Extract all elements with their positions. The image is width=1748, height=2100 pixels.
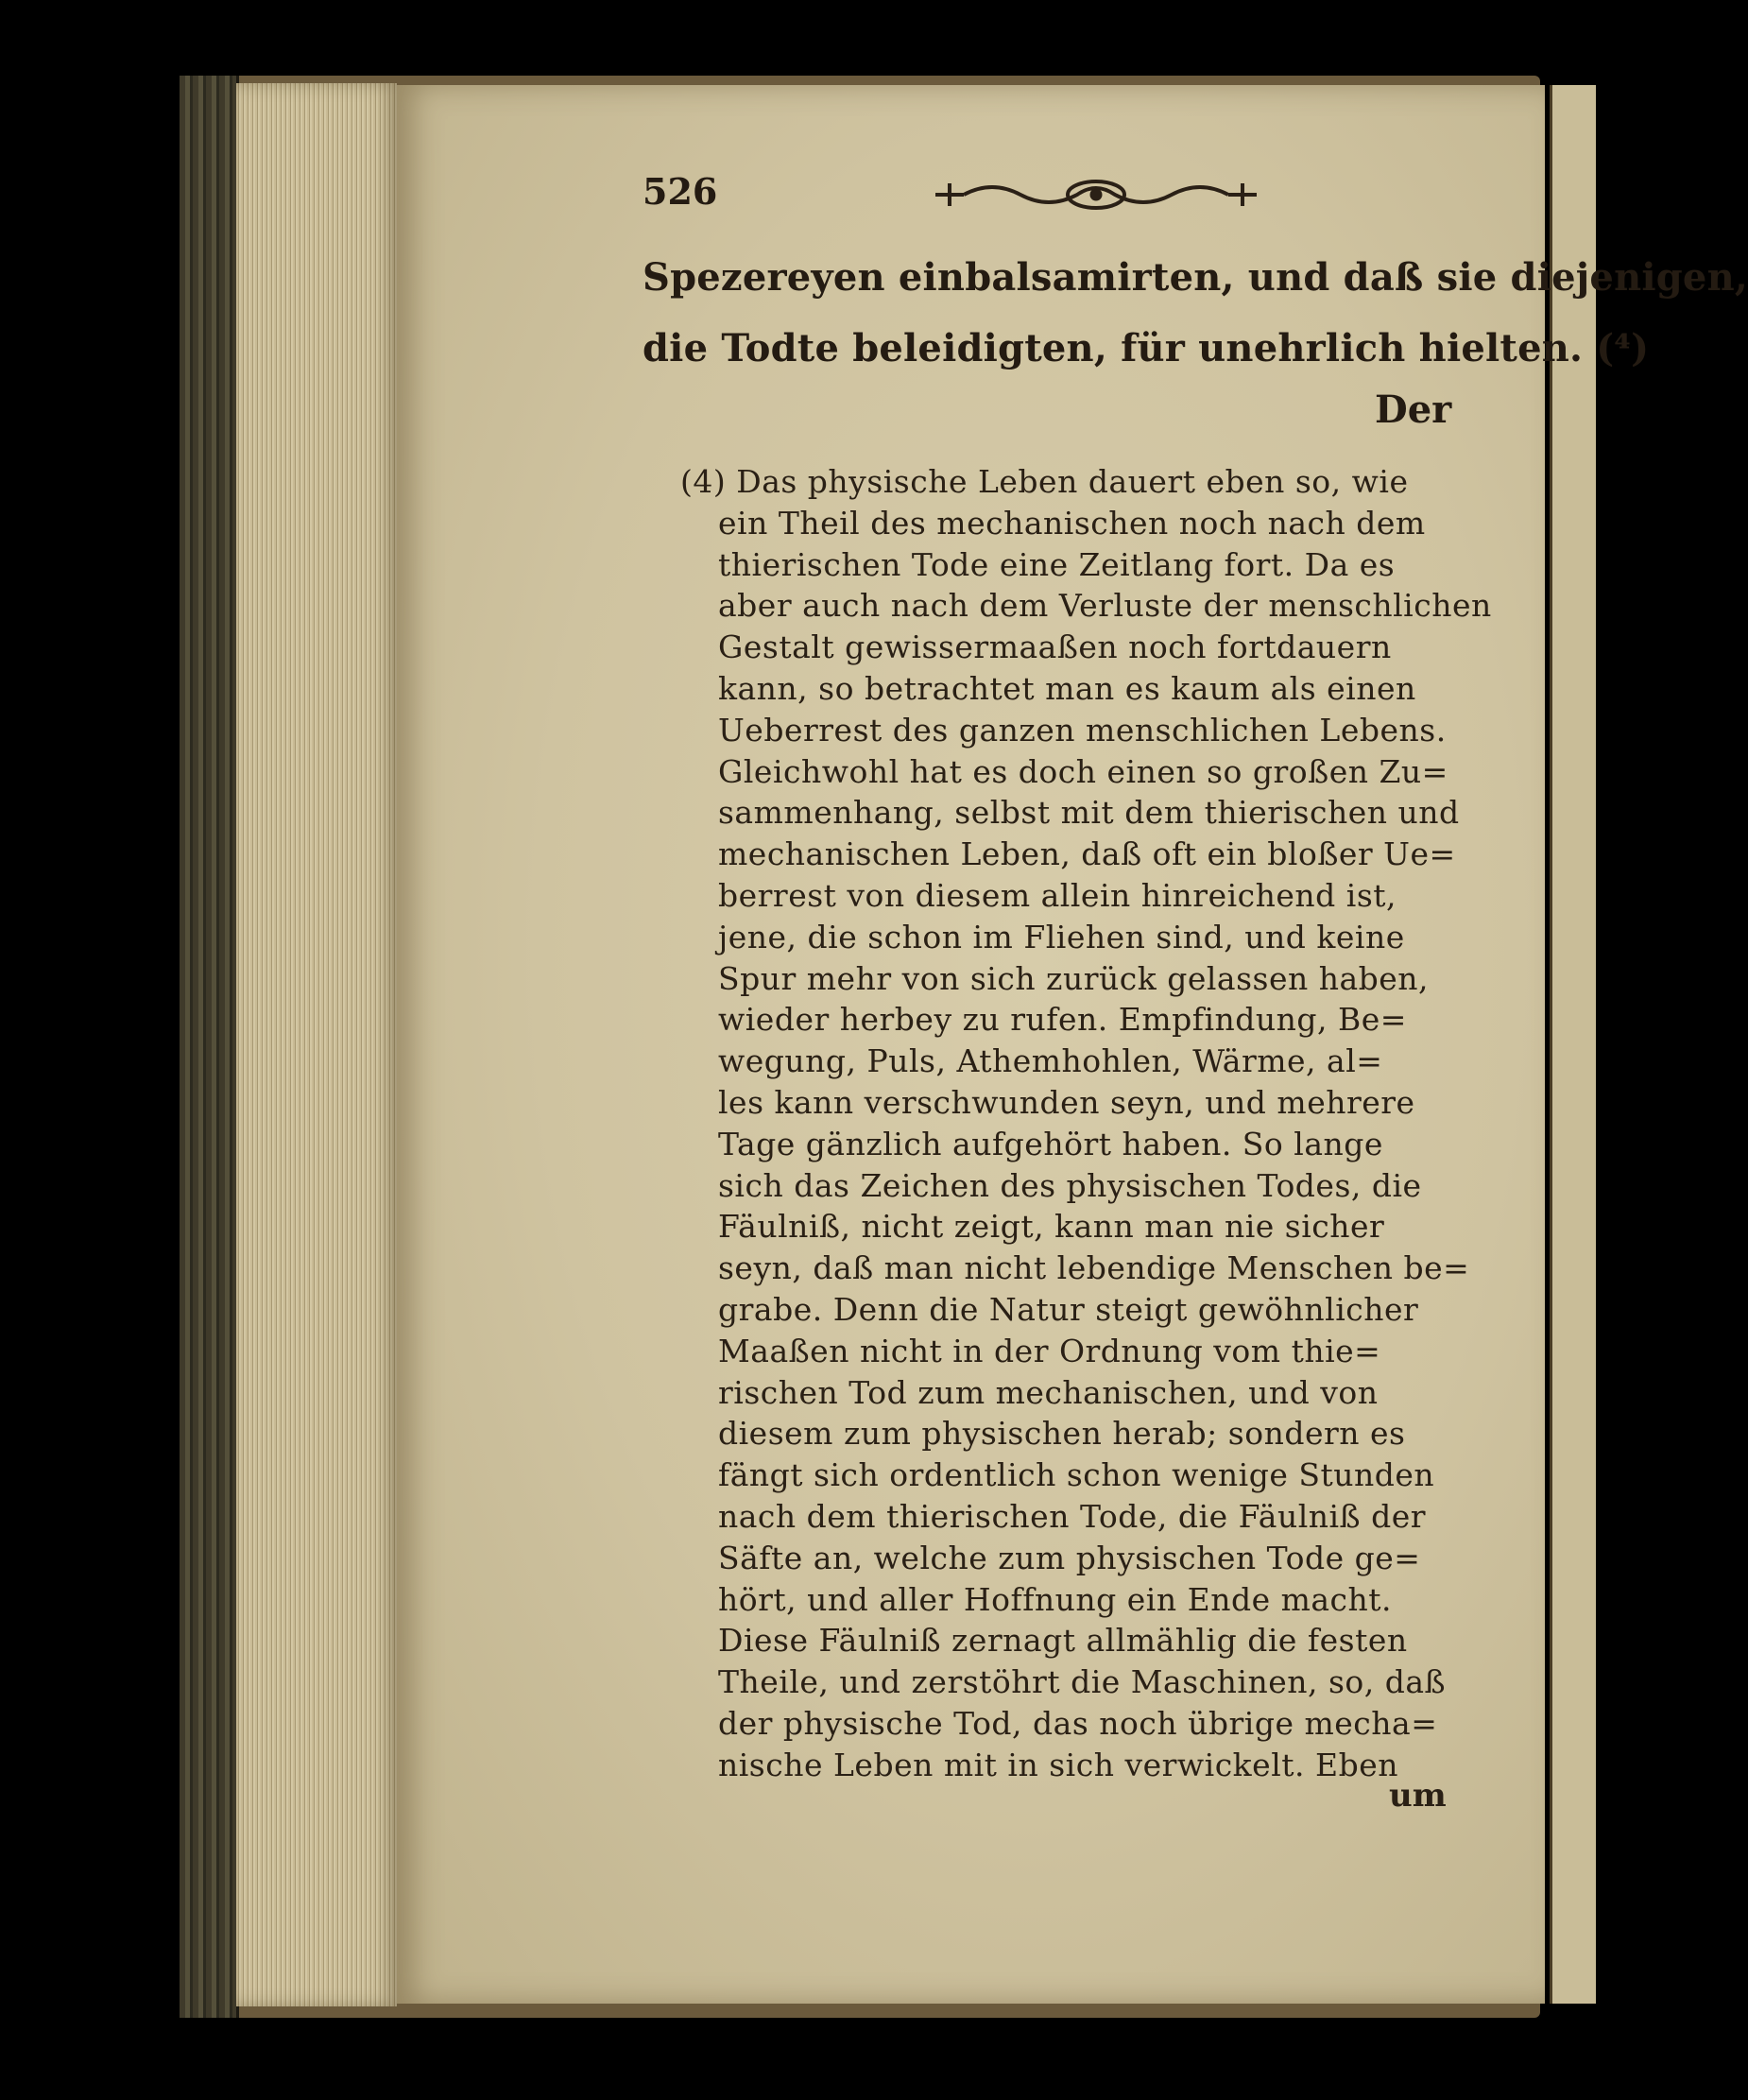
footnote-line: kann, so betrachtet man es kaum als einen bbox=[718, 670, 1416, 707]
page-header bbox=[643, 170, 1209, 227]
footnote-line: jene, die schon im Fliehen sind, und keine bbox=[718, 918, 1405, 955]
footnote-line: wieder herbey zu rufen. Empfindung, Be= bbox=[718, 1001, 1407, 1039]
footnote-line: sammenhang, selbst mit dem thierischen und bbox=[718, 794, 1460, 832]
footnote-line: mechanischen Leben, daß oft ein bloßer Ue= bbox=[718, 835, 1456, 873]
footnote-line: nach dem thierischen Tode, die Fäulniß der bbox=[718, 1498, 1427, 1535]
footnote-line: les kann verschwunden seyn, und mehrere bbox=[718, 1084, 1415, 1121]
footnote-line: wegung, Puls, Athemhohlen, Wärme, al= bbox=[718, 1042, 1383, 1080]
page-edges bbox=[236, 83, 397, 2006]
page-number: 526 bbox=[643, 170, 718, 213]
footnote-line: seyn, daß man nicht lebendige Menschen be= bbox=[718, 1249, 1470, 1287]
catchword: Der bbox=[1375, 387, 1452, 432]
ornament-icon bbox=[926, 176, 1266, 214]
footnote-line: Maaßen nicht in der Ordnung vom thie= bbox=[718, 1332, 1381, 1369]
footnote-line: thierischen Tode eine Zeitlang fort. Da es bbox=[718, 545, 1396, 583]
footnote-line: ein Theil des mechanischen noch nach dem bbox=[718, 504, 1426, 542]
footnote-line: Tage gänzlich aufgehört haben. So lange bbox=[718, 1125, 1383, 1162]
footnote-line: berrest von diesem allein hinreichend ist, bbox=[718, 877, 1397, 914]
footnote-line: diesem zum physischen herab; sondern es bbox=[718, 1415, 1406, 1453]
main-text-line-1: Spezereyen einbalsamirten, und daß sie diejenigen, bbox=[643, 255, 1748, 300]
footnote-catchword: um bbox=[1389, 1777, 1447, 1815]
main-text-line-2: die Todte beleidigten, für unehrlich hielten. (⁴) bbox=[643, 326, 1650, 370]
footnote-line: aber auch nach dem Verluste der menschlichen bbox=[718, 587, 1492, 625]
footnote-line: fängt sich ordentlich schon wenige Stunden bbox=[718, 1456, 1435, 1494]
footnote-line: Säfte an, welche zum physischen Tode ge= bbox=[718, 1539, 1421, 1576]
footnote-line: grabe. Denn die Natur steigt gewöhnlicher bbox=[718, 1291, 1419, 1328]
footnote-line: (4) Das physische Leben dauert eben so, wie bbox=[680, 463, 1409, 500]
footnote-line: Ueberrest des ganzen menschlichen Lebens. bbox=[718, 711, 1447, 749]
footnote-line: Gleichwohl hat es doch einen so großen Zu= bbox=[718, 752, 1448, 790]
footnote-line: rischen Tod zum mechanischen, und von bbox=[718, 1373, 1379, 1411]
footnote-line: Spur mehr von sich zurück gelassen haben, bbox=[718, 959, 1430, 997]
marbled-cover-edge bbox=[180, 76, 239, 2018]
footnote-line: nische Leben mit in sich verwickelt. Eben bbox=[718, 1746, 1398, 1783]
footnote-line: sich das Zeichen des physischen Todes, die bbox=[718, 1166, 1422, 1204]
footnote-line: Diese Fäulniß zernagt allmählig die festen bbox=[718, 1622, 1408, 1660]
footnote-line: Fäulniß, nicht zeigt, kann man nie sicher bbox=[718, 1208, 1385, 1246]
facing-page-edge bbox=[1550, 85, 1596, 2004]
footnote-line: Gestalt gewissermaaßen noch fortdauern bbox=[718, 628, 1392, 666]
footnote-line: Theile, und zerstöhrt die Maschinen, so, daß bbox=[718, 1663, 1447, 1701]
footnote-line: der physische Tod, das noch übrige mecha= bbox=[718, 1705, 1438, 1742]
footnote-line: hört, und aller Hoffnung ein Ende macht. bbox=[718, 1580, 1393, 1618]
